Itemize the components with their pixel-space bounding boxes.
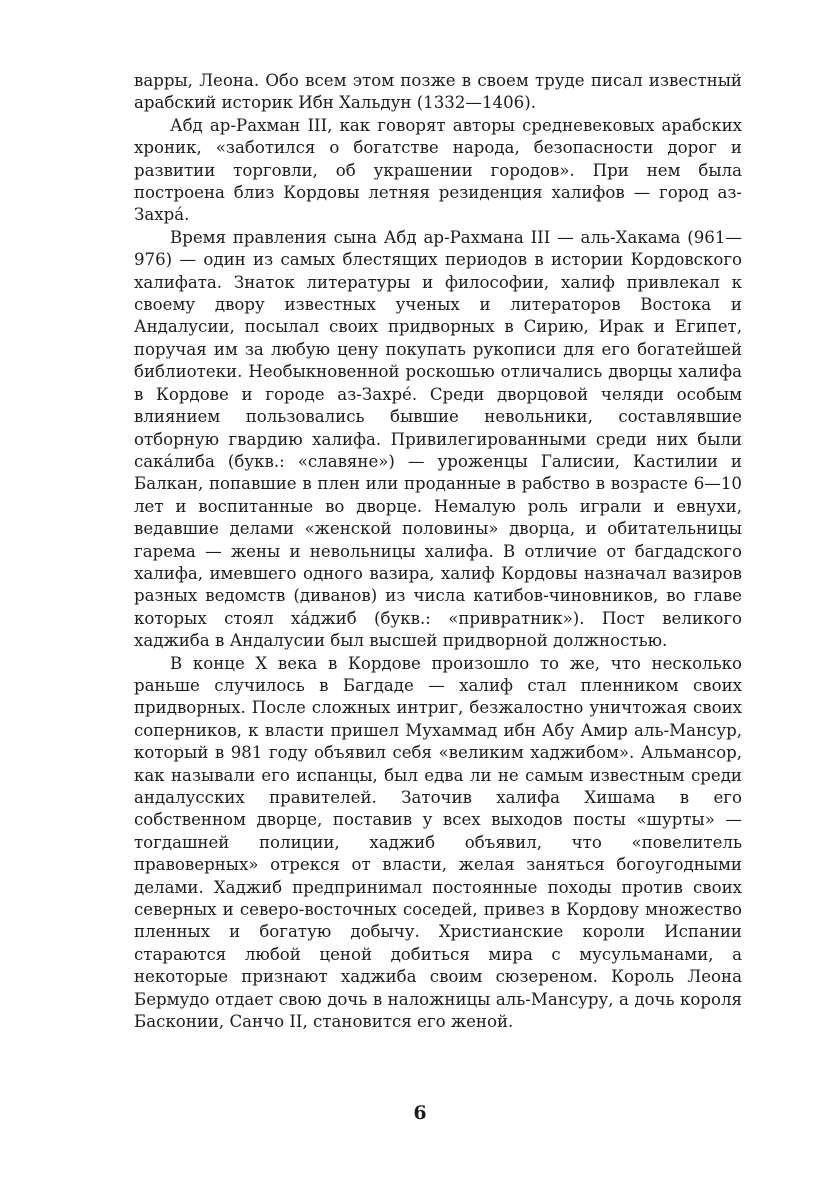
- paragraph-continuation: варры, Леона. Обо всем этом позже в своем труде писал известный арабский историк Ибн Хальдун (1332—1406).: [134, 71, 742, 113]
- page-number: 6: [413, 1102, 427, 1124]
- paragraph-al-mansur: В конце X века в Кордове произошло то же, что несколько раньше случилось в Багдаде — халиф стал пленником своих придворных. После сложных интриг, безжалостно уничтожая своих соперников, к власти пришел Мухаммад ибн Абу Амир аль-Мансур, который в 981 году объявил себя «великим хаджибом». Альмансор, как называли его испанцы, был едва ли не самым известным среди андалусских правителей. Заточив халифа Хишама в его собственном дворце, поставив у всех выходов посты «шурты» — тогдашней полиции, хаджиб объявил, что «повелитель правоверных» отрекся от власти, желая заняться богоугодными делами. Хаджиб предпринимал постоянные походы против своих северных и северо-восточных соседей, привез в Кордову множество пленных и богатую добычу. Христианские короли Испании стараются любой ценой добиться мира с мусульманами, а некоторые признают хаджиба своим сюзереном. Король Леона Бермудо отдает свою дочь в наложницы аль-Мансуру, а дочь короля Басконии, Санчо II, становится его женой.: [134, 653, 742, 1032]
- paragraph-al-hakam: Время правления сына Абд ар-Рахмана III — аль-Хакама (961—976) — один из самых блестящих периодов в истории Кордовского халифата. Знаток литературы и философии, халиф привлекал к своему двору известных ученых и литераторов Востока и Андалусии, посылал своих придворных в Сирию, Ирак и Египет, поручая им за любую цену покупать рукописи для его богатейшей библиотеки. Необыкновенной роскошью отличались дворцы халифа в Кордове и городе аз-Захре́. Среди дворцовой челяди особым влиянием пользовались бывшие невольники, составлявшие отборную гвардию халифа. Привилегированными среди них были сака́либа (букв.: «славяне») — уроженцы Галисии, Кастилии и Балкан, попавшие в плен или проданные в рабство в возрасте 6—10 лет и воспитанные во дворце. Немалую роль играли и евнухи, ведавшие делами «женской половины» дворца, и обитательницы гарема — жены и невольницы халифа. В отличие от багдадского халифа, имевшего одного вазира, халиф Кордовы назначал вазиров разных ведомств (диванов) из числа катибов-чиновников, во главе которых стоял ха́джиб (букв.: «привратник»). Пост великого хаджиба в Андалусии был высшей придворной должностью.: [134, 227, 742, 651]
- page-body: [134, 70, 742, 1033]
- paragraph-abd-ar-rahman: Абд ар-Рахман III, как говорят авторы средневековых арабских хроник, «заботился о богатстве народа, безопасности дорог и развитии торговли, об украшении городов». При нем была построена близ Кордовы летняя резиденция халифов — город аз-Захра́.: [134, 115, 742, 225]
